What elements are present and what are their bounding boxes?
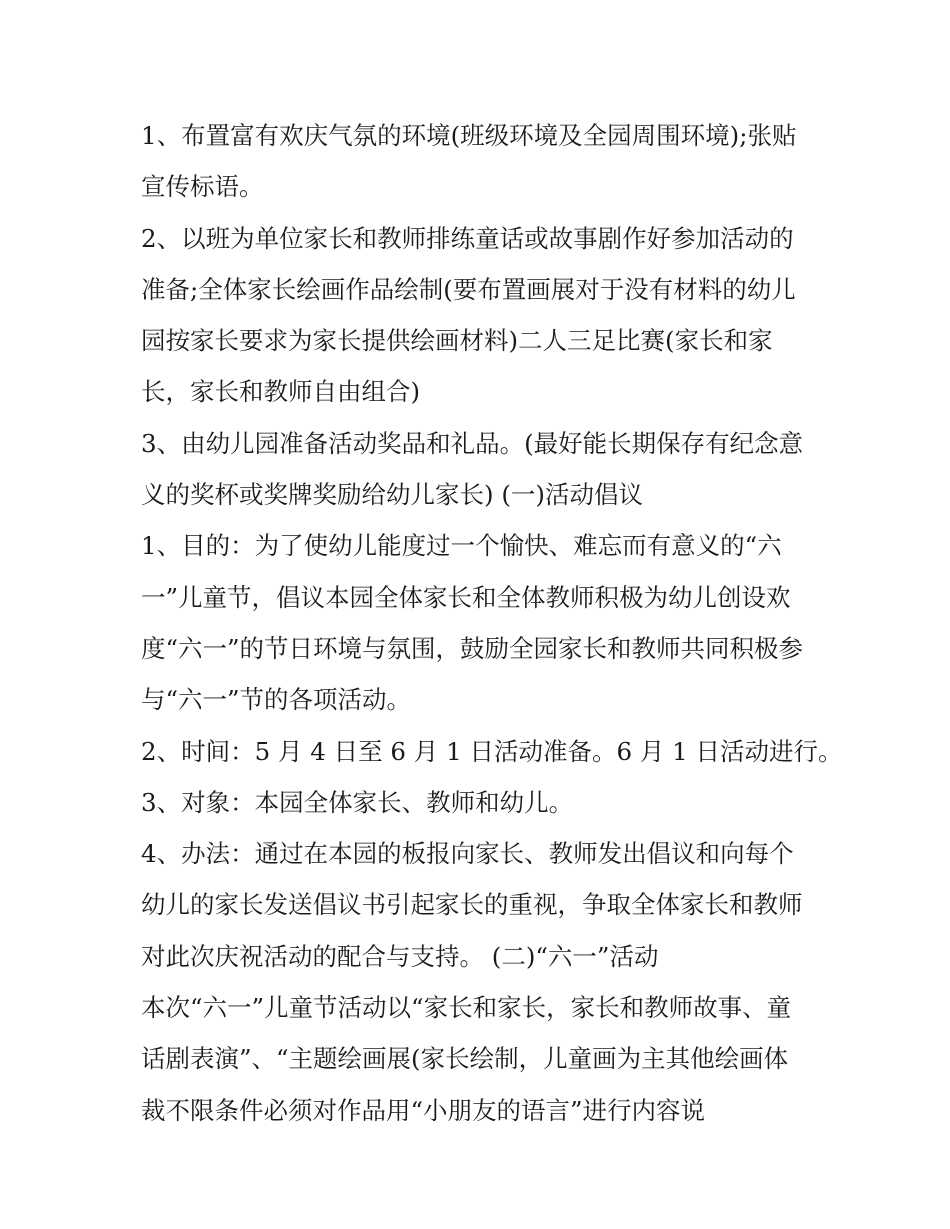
text-line: 幼儿的家长发送倡议书引起家长的重视，争取全体家长和教师 [141, 890, 803, 920]
text-line: 2、时间：5 月 4 日至 6 月 1 日活动准备。6 月 1 日活动进行。 [141, 736, 843, 766]
text-line: 本次“六一”儿童节活动以“家长和家长，家长和教师故事、童 [141, 993, 792, 1023]
text-line: 义的奖杯或奖牌奖励给幼儿家长) (一)活动倡议 [141, 480, 643, 510]
text-line: 对此次庆祝活动的配合与支持。 (二)“六一”活动 [141, 941, 659, 971]
document-body [141, 110, 843, 1136]
text-line: 一”儿童节，倡议本园全体家长和全体教师积极为幼儿创设欢 [141, 582, 791, 612]
text-line: 话剧表演”、“主题绘画展(家长绘制，儿童画为主其他绘画体 [141, 1044, 789, 1074]
text-line: 4、办法：通过在本园的板报向家长、教师发出倡议和向每个 [141, 839, 794, 869]
text-line: 3、对象：本园全体家长、教师和幼儿。 [141, 787, 574, 817]
text-line: 长，家长和教师自由组合) [141, 377, 421, 407]
text-line: 3、由幼儿园准备活动奖品和礼品。(最好能长期保存有纪念意 [141, 428, 804, 458]
text-line: 1、布置富有欢庆气氛的环境(班级环境及全园周围环境);张贴 [141, 121, 797, 150]
text-line: 宣传标语。 [141, 172, 264, 202]
text-line: 1、目的：为了使幼儿能度过一个愉快、难忘而有意义的“六 [141, 531, 782, 561]
text-line: 园按家长要求为家长提供绘画材料)二人三足比赛(家长和家 [141, 326, 773, 356]
text-line: 准备;全体家长绘画作品绘制(要布置画展对于没有材料的幼儿 [141, 274, 796, 304]
text-line: 裁不限条件必须对作品用“小朋友的语言”进行内容说 [141, 1095, 706, 1125]
text-line: 度“六一”的节日环境与氛围，鼓励全园家长和教师共同积极参 [141, 633, 804, 663]
text-line: 2、以班为单位家长和教师排练童话或故事剧作好参加活动的 [141, 223, 794, 253]
text-line: 与“六一”节的各项活动。 [141, 685, 412, 715]
